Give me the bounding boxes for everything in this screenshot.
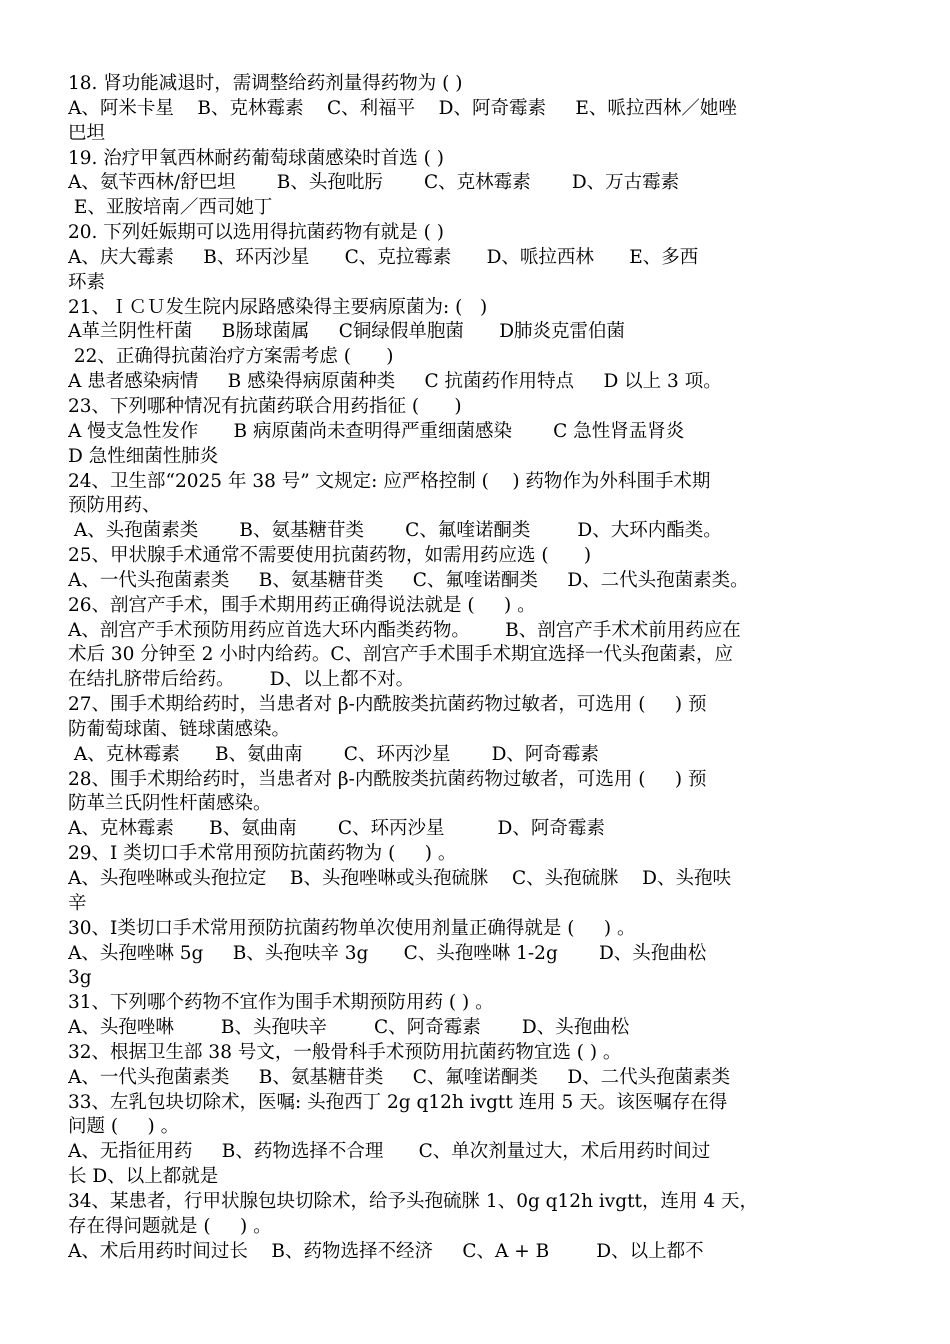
text-line: A、头孢唑啉 5g B、头孢呋辛 3g C、头孢唑啉 1-2g D、头孢曲松 bbox=[68, 942, 707, 964]
text-line: 27、围手术期给药时，当患者对 β-内酰胺类抗菌药物过敏者，可选用 ( ) 预 bbox=[68, 694, 707, 716]
text-line: 30、Ⅰ类切口手术常用预防抗菌药物单次使用剂量正确得就是 ( ) 。 bbox=[68, 917, 636, 939]
text-line: A 慢支急性发作 B 病原菌尚未查明得严重细菌感染 C 急性肾盂肾炎 bbox=[68, 420, 685, 442]
text-line: 18. 肾功能减退时，需调整给药剂量得药物为 ( ) bbox=[68, 73, 463, 94]
text-line: A、克林霉素 B、氨曲南 C、环丙沙星 D、阿奇霉素 bbox=[68, 743, 599, 765]
text-line: 32、根据卫生部 38 号文，一般骨科手术预防用抗菌药物宜选 ( ) 。 bbox=[68, 1041, 622, 1063]
text-line: 33、左乳包块切除术，医嘱: 头孢西丁 2g q12h ivgtt 连用 5 天。该医嘱存在得 bbox=[68, 1091, 728, 1113]
text-line: 问题 ( ) 。 bbox=[68, 1116, 180, 1138]
text-line: A、一代头孢菌素类 B、氨基糖苷类 C、氟喹诺酮类 D、二代头孢菌素类。 bbox=[68, 569, 749, 591]
exam-page bbox=[68, 72, 888, 1265]
text-line: 19. 治疗甲氧西林耐药葡萄球菌感染时首选 ( ) bbox=[68, 147, 444, 169]
text-line: A、术后用药时间过长 B、药物选择不经济 C、A + B D、以上都不 bbox=[68, 1240, 704, 1262]
text-line: A、头孢唑啉 B、头孢呋辛 C、阿奇霉素 D、头孢曲松 bbox=[68, 1017, 630, 1039]
text-line: 34、某患者，行甲状腺包块切除术，给予头孢硫脒 1、0g q12h ivgtt，连用 4 天， bbox=[68, 1190, 758, 1212]
text-line: 巴坦 bbox=[68, 122, 106, 144]
text-line: A、无指征用药 B、药物选择不合理 C、单次剂量过大，术后用药时间过 bbox=[68, 1141, 711, 1163]
text-line: 防革兰氏阴性杆菌感染。 bbox=[68, 793, 272, 815]
text-line: 24、卫生部“2025 年 38 号” 文规定: 应严格控制 ( ) 药物作为外科围手术期 bbox=[68, 470, 711, 492]
text-line: 预防用药、 bbox=[68, 495, 161, 517]
text-line: 25、甲状腺手术通常不需要使用抗菌药物，如需用药应选 ( ) bbox=[68, 545, 592, 567]
text-line: A、头孢唑啉或头孢拉定 B、头孢唑啉或头孢硫脒 C、头孢硫脒 D、头孢呋 bbox=[68, 868, 732, 889]
text-line: 在结扎脐带后给药。 D、以上都不对。 bbox=[68, 669, 415, 691]
text-line: 21、ＩＣＵ发生院内尿路感染得主要病原菌为: ( ) bbox=[68, 296, 488, 318]
text-line: A、克林霉素 B、氨曲南 C、环丙沙星 D、阿奇霉素 bbox=[68, 818, 605, 840]
text-line: 环素 bbox=[68, 271, 106, 293]
text-line: A、阿米卡星 B、克林霉素 C、利福平 D、阿奇霉素 E、哌拉西林／她唑 bbox=[68, 97, 737, 119]
text-line: A、庆大霉素 B、环丙沙星 C、克拉霉素 D、哌拉西林 E、多西 bbox=[68, 246, 699, 268]
text-line: D 急性细菌性肺炎 bbox=[68, 445, 219, 467]
text-line: 31、下列哪个药物不宜作为围手术期预防用药 ( ) 。 bbox=[68, 992, 494, 1014]
text-line: A 患者感染病情 B 感染得病原菌种类 C 抗菌药作用特点 D 以上 3 项。 bbox=[68, 371, 722, 393]
text-line: A、头孢菌素类 B、氨基糖苷类 C、氟喹诺酮类 D、大环内酯类。 bbox=[68, 520, 722, 542]
text-line: 术后 30 分钟至 2 小时内给药。C、剖宫产手术围手术期宜选择一代头孢菌素，应 bbox=[68, 644, 733, 666]
text-line: 辛 bbox=[68, 892, 87, 914]
text-line: A革兰阴性杆菌 B肠球菌属 C铜绿假单胞菌 D肺炎克雷伯菌 bbox=[68, 321, 626, 343]
text-line: 29、Ⅰ 类切口手术常用预防抗菌药物为 ( ) 。 bbox=[68, 843, 457, 865]
text-line: 26、剖宫产手术，围手术期用药正确得说法就是 ( ) 。 bbox=[68, 594, 536, 616]
text-line: 20. 下列妊娠期可以选用得抗菌药物有就是 ( ) bbox=[68, 222, 444, 244]
text-line: 长 D、以上都就是 bbox=[68, 1166, 219, 1188]
text-line: 22、正确得抗菌治疗方案需考虑 ( ) bbox=[68, 346, 394, 368]
text-line: 28、围手术期给药时，当患者对 β-内酰胺类抗菌药物过敏者，可选用 ( ) 预 bbox=[68, 768, 707, 790]
text-line: 防葡萄球菌、链球菌感染。 bbox=[68, 718, 291, 740]
text-line: A、剖宫产手术预防用药应首选大环内酯类药物。 B、剖宫产手术术前用药应在 bbox=[68, 619, 741, 641]
text-line: 23、下列哪种情况有抗菌药联合用药指征 ( ) bbox=[68, 395, 462, 417]
text-line: A、一代头孢菌素类 B、氨基糖苷类 C、氟喹诺酮类 D、二代头孢菌素类 bbox=[68, 1066, 731, 1088]
text-line: A、氨苄西林/舒巴坦 B、头孢吡肟 C、克林霉素 D、万古霉素 bbox=[68, 172, 680, 194]
text-line: 存在得问题就是 ( ) 。 bbox=[68, 1215, 272, 1237]
text-line: 3g bbox=[68, 967, 92, 989]
text-line: E、亚胺培南／西司她丁 bbox=[68, 197, 273, 219]
